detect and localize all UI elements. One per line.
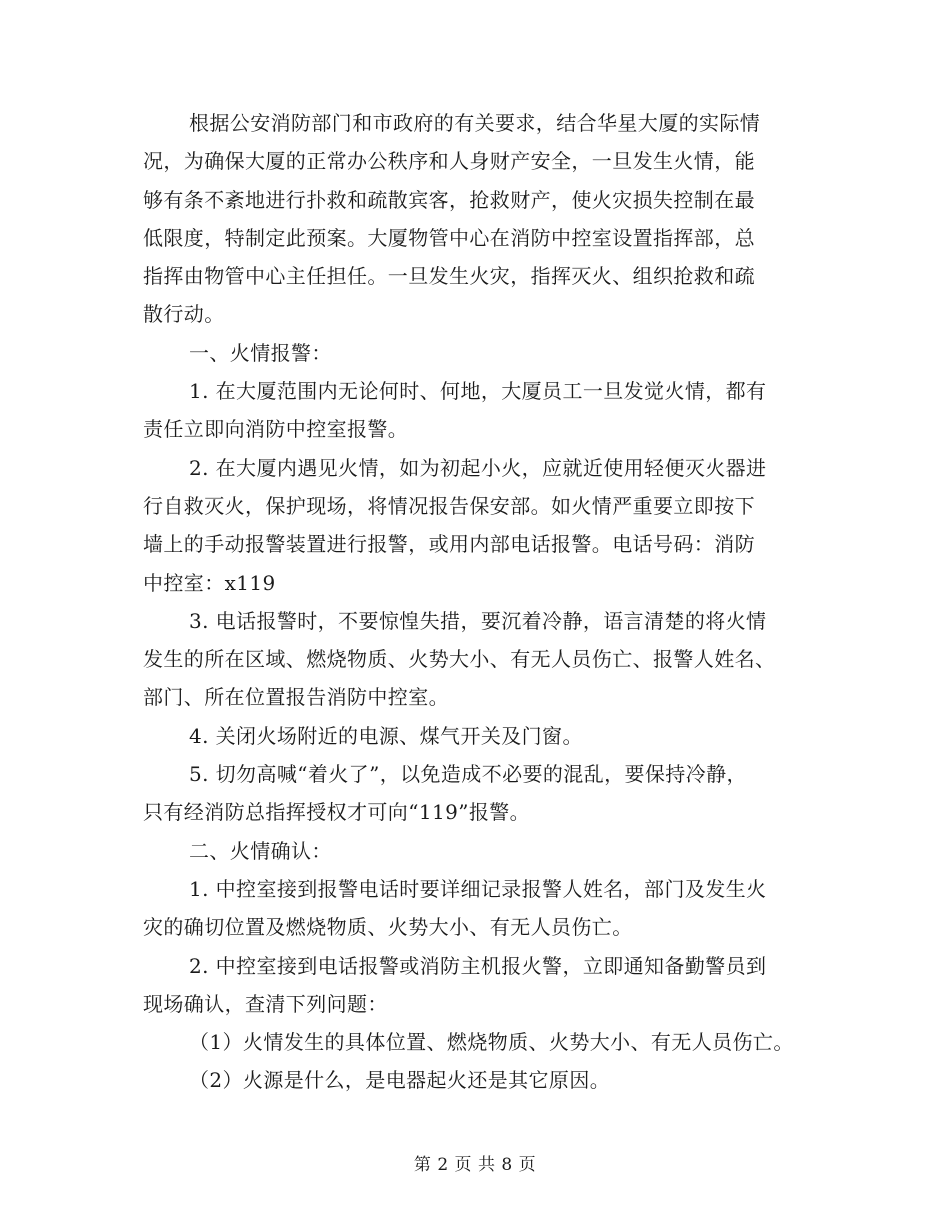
text-line: （1）火情发生的具体位置、燃烧物质、火势大小、有无人员伤亡。 <box>189 1030 794 1055</box>
text-line: 5. 切勿高喊“着火了”，以免造成不必要的混乱，要保持冷静， <box>189 762 747 787</box>
text-line: 一、火情报警： <box>189 340 332 365</box>
text-line: 现场确认，查清下列问题： <box>143 991 388 1016</box>
page-footer: 第 2 页 共 8 页 <box>413 1155 537 1175</box>
document-body <box>143 104 813 1100</box>
text-line: 2. 中控室接到电话报警或消防主机报火警，立即通知备勤警员到 <box>189 953 767 978</box>
text-line: 中控室：x119 <box>143 570 276 595</box>
text-line: 指挥由物管中心主任担任。一旦发生火灾，指挥灭火、组织抢救和疏 <box>143 264 755 289</box>
text-line: 1. 中控室接到报警电话时要详细记录报警人姓名，部门及发生火 <box>189 876 767 901</box>
text-line: 3. 电话报警时，不要惊惶失措，要沉着冷静，语言清楚的将火情 <box>189 608 767 633</box>
text-line: 1. 在大厦范围内无论何时、何地，大厦员工一旦发觉火情，都有 <box>189 379 767 404</box>
text-line: （2）火源是什么，是电器起火还是其它原因。 <box>189 1068 611 1093</box>
text-line: 2. 在大厦内遇见火情，如为初起小火，应就近使用轻便灭火器进 <box>189 455 767 480</box>
text-line: 发生的所在区域、燃烧物质、火势大小、有无人员伤亡、报警人姓名、 <box>143 647 776 672</box>
text-line: 二、火情确认： <box>189 838 332 863</box>
text-line: 灾的确切位置及燃烧物质、火势大小、有无人员伤亡。 <box>143 915 633 940</box>
text-line: 散行动。 <box>143 302 225 327</box>
text-line: 够有条不紊地进行扑救和疏散宾客，抢救财产，使火灾损失控制在最 <box>143 187 755 212</box>
text-line: 部门、所在位置报告消防中控室。 <box>143 685 449 710</box>
text-line: 只有经消防总指挥授权才可向“119”报警。 <box>143 800 531 825</box>
text-line: 低限度，特制定此预案。大厦物管中心在消防中控室设置指挥部，总 <box>143 225 755 250</box>
text-line: 墙上的手动报警装置进行报警，或用内部电话报警。电话号码：消防 <box>143 532 755 557</box>
text-line: 根据公安消防部门和市政府的有关要求，结合华星大厦的实际情 <box>189 111 761 135</box>
text-line: 况，为确保大厦的正常办公秩序和人身财产安全，一旦发生火情，能 <box>143 149 755 174</box>
text-line: 行自救灭火，保护现场，将情况报告保安部。如火情严重要立即按下 <box>143 493 755 518</box>
text-line: 责任立即向消防中控室报警。 <box>143 417 409 442</box>
text-line: 4. 关闭火场附近的电源、煤气开关及门窗。 <box>189 723 583 748</box>
